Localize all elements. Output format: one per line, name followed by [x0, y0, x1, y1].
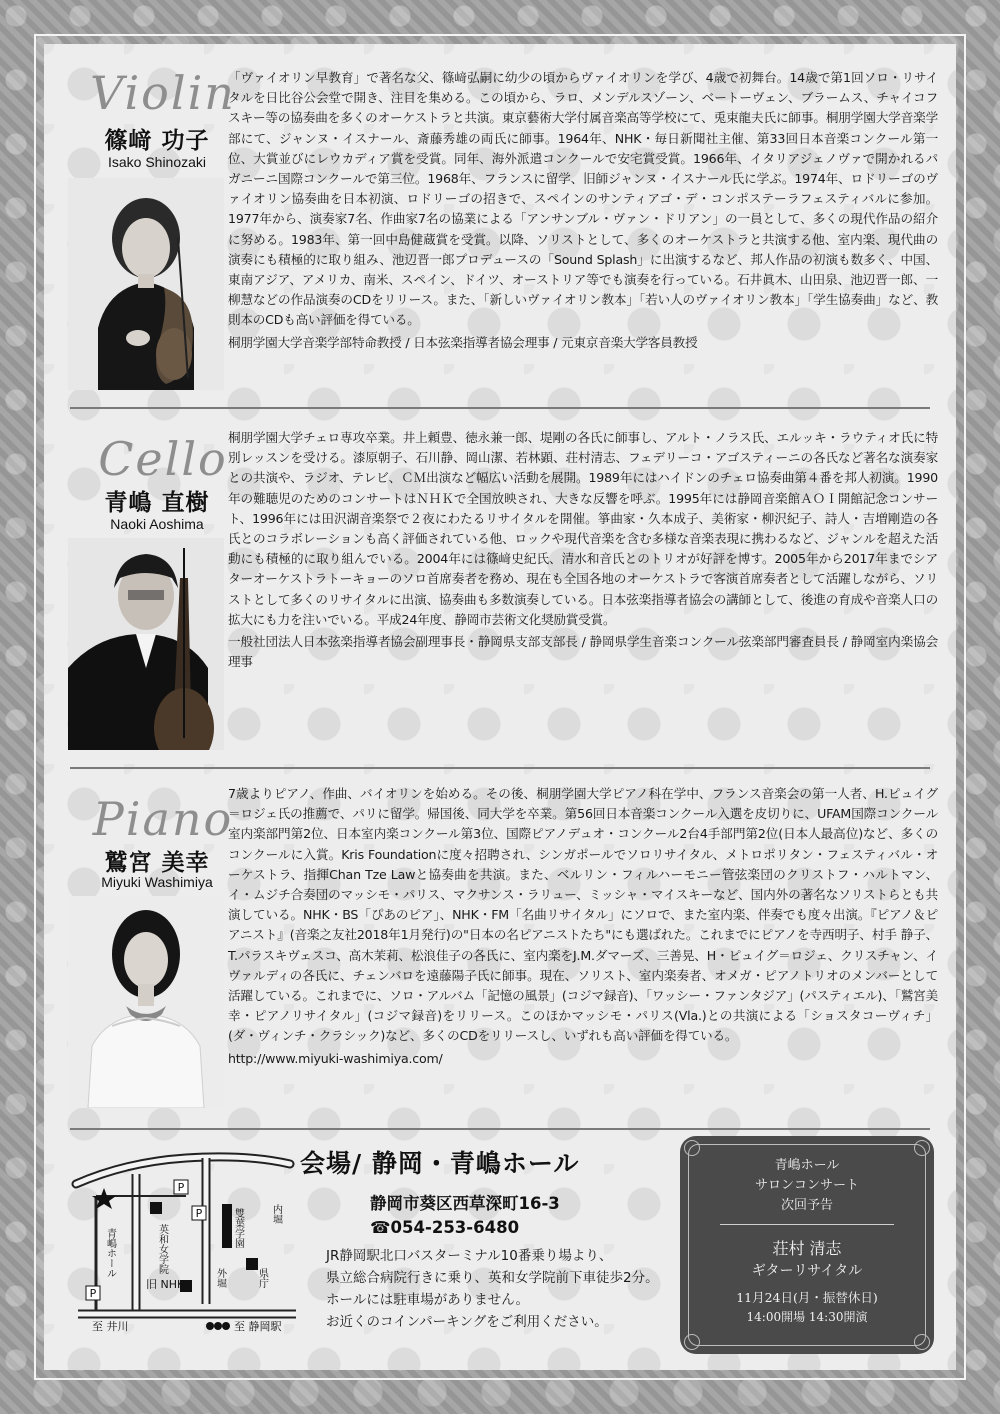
venue-address: 静岡市葵区西草深町16-3 — [370, 1194, 560, 1213]
piano-name-en: Miyuki Washimiya — [101, 874, 213, 890]
map-ikawa-label: 至 井川 — [92, 1320, 129, 1333]
map-old-nhk-label: 旧 NHK — [146, 1278, 185, 1291]
cello-bio-text: 桐朋学園大学チェロ専攻卒業。井上頼豊、徳永兼一郎、堤剛の各氏に師事し、アルト・ノラス氏、エルッキ・ラウティオ氏に特別レッスンを受ける。漆原朝子、石川静、岡山潔、若林顕、荘村清志、フェデリーコ・アゴスティーニの各氏など著名な演奏家との共演や、ラジオ、テレビ、ＣＭ出演など幅広い活動を展開。1989年にはハイドンのチェロ協奏曲第４番を邦人初演。1990年の難聴児のためのコンサートはＮＨＫで全国放映され、大きな反響を呼ぶ。1995年には静岡音楽館ＡＯＩ開館記念コンサート、1996年には田沢湖音楽祭で２夜にわたるリサイタルを開催。箏曲家・久本成子、美術家・柳沢紀子、詩人・吉増剛造の各氏とのコラボレーションも高く評価されている他、ロックや現代音楽を含む多様な音楽表現に携わるなど、ジャンルを超えた活動にも積極的に取り組んでいる。2004年には篠﨑史紀氏、清水和音氏とのトリオが好評を博す。2005年から2017年までシアターオーケストラトーキョーのソロ首席奏者を務め、現在も全国各地のオーケストラで客演首席奏者として活躍しながら、ソリストとして多くのリサイタルに出演、協奏曲も多数演奏している。日本弦楽指導者協会の講師として、後進の育成や音楽人口の拡大にも力を注いでいる。平成24年度、静岡市芸術文化奨励賞受賞。 — [228, 430, 938, 627]
piano-biography — [228, 784, 938, 1069]
violin-section — [44, 44, 956, 404]
piano-url-link[interactable]: http://www.miyuki-washimiya.com/ — [228, 1050, 443, 1066]
map-station-label: 至 静岡駅 — [234, 1320, 282, 1333]
cello-name-en: Naoki Aoshima — [110, 516, 204, 532]
venue-access-directions — [326, 1245, 680, 1333]
parking-icon — [174, 1180, 188, 1194]
ornament-icon — [914, 1140, 930, 1156]
ornament-icon — [914, 1334, 930, 1350]
cello-name-jp: 青嶋 直樹 — [104, 490, 210, 516]
parking-icon — [192, 1206, 206, 1220]
access-map — [66, 1144, 306, 1344]
access-line: 県立総合病院行きに乗り、英和女学院前下車徒歩2分。 — [326, 1270, 659, 1286]
train-icon — [206, 1322, 230, 1330]
piano-section — [44, 770, 956, 1124]
map-uchibori-label: 内堀 — [270, 1204, 282, 1224]
svg-text:P: P — [195, 1207, 203, 1220]
section-divider — [70, 767, 930, 769]
next-concert-notice — [680, 1136, 934, 1354]
ornament-icon — [684, 1334, 700, 1350]
map-school-label: 英和女学院 — [156, 1224, 168, 1274]
violin-instrument-title: Violin — [90, 66, 236, 120]
section-divider — [70, 407, 930, 409]
notice-recital-title: ギターリサイタル — [751, 1263, 863, 1279]
svg-text:P: P — [177, 1181, 185, 1194]
venue-phone: ☎054-253-6480 — [370, 1218, 520, 1237]
violin-affiliation: 桐朋学園大学音楽学部特命教授 / 日本弦楽指導者協会理事 / 元東京音楽大学客員教授 — [228, 334, 698, 350]
cello-instrument-title: Cello — [98, 432, 228, 486]
piano-instrument-title: Piano — [92, 792, 234, 846]
access-line: お近くのコインパーキングをご利用ください。 — [326, 1314, 608, 1330]
cello-affiliation: 一般社団法人日本弦楽指導者協会副理事長・静岡県支部支部長 / 静岡県学生音楽コンクール弦楽部門審査員長 / 静岡室内楽協会理事 — [228, 634, 938, 670]
map-hall-label: 青嶋ホール — [104, 1228, 116, 1278]
violin-name-en: Isako Shinozaki — [107, 154, 207, 170]
map-sotobori-label: 外堀 — [214, 1268, 226, 1288]
piano-bio-text: 7歳よりピアノ、作曲、バイオリンを始める。その後、桐朋学園大学ピアノ科在学中、フランス音楽会の第一人者、H.ピュイグ＝ロジェ氏の推薦で、パリに留学。帰国後、同大学を卒業。第56回日本音楽コンクール入選を皮切りに、UFAM国際コンクール室内楽部門第2位、日本室内楽コンクール第3位、国際ピアノデュオ・コンクール2台4手部門第2位(日本人最高位)など、多くのコンクールに入賞。Kris Foundationに度々招聘され、シンガポールでソロリサイタル、メトロポリタン・フェスティバル・オーケストラ、指揮Chan Tze Lawと協奏曲を共演。また、ベルリン・フィルハーモニー管弦楽団のクリストフ・ハルトマン、イ・ムジチ合奏団のマッシモ・パリス、マクサンス・ラリュー、ミッシャ・マイスキーなど、国内外の著名なソリストらとも共演している。NHK・BS「ぴあのピア」、NHK・FM「名曲リサイタル」にソロで、また室内楽、伴奏でも度々出演。『ピアノ＆ピアニスト』(音楽之友社2018年1月発行)の"日本の名ピアニストたち"にも選ばれた。これまでにピアノを寺西明子、村手 静子、T.パラスキヴェスコ、高木茉莉、松浪佳子の各氏に、室内楽をJ.M.ダマーズ、三善晃、H・ピュイグ＝ロジェ、クリスチャン、イヴァルディの各氏に、チェンバロを遠藤陽子氏に師事。現在、ソリスト、室内楽奏者、オメガ・ピアノトリオのメンバーとして活躍している。これまでに、ソロ・アルバム「記憶の風景」(コジマ録音)、「ワッシー・ファンタジア」(パスティエル)、「鷲宮美幸・ピアノリサイタル」(コジマ録音)をリリース。このほかマッシモ・パリス(Vla.)との共演による「ショスタコーヴィチ」(ダ・ヴィンチ・クラシック)など、多くのCDをリリースし、いずれも高い評価を得ている。 — [228, 786, 938, 1044]
content-panel — [44, 44, 956, 1370]
parking-icon — [86, 1286, 100, 1300]
notice-line-hall: 青嶋ホール — [774, 1158, 840, 1173]
violin-name-jp: 篠﨑 功子 — [104, 128, 210, 154]
notice-heading — [680, 1156, 934, 1216]
svg-text:P: P — [89, 1287, 97, 1300]
access-line: ホールには駐車場がありません。 — [326, 1292, 530, 1308]
notice-date: 11月24日(月・振替休日) — [736, 1290, 878, 1305]
notice-time: 14:00開場 14:30開演 — [746, 1310, 868, 1324]
notice-line-preview: 次回予告 — [780, 1198, 833, 1213]
ornament-icon — [684, 1140, 700, 1156]
notice-performer-name: 荘村 清志 — [772, 1239, 842, 1258]
cello-section — [44, 410, 956, 764]
violin-biography — [228, 68, 938, 353]
access-line: JR静岡駅北口バスターミナル10番乗り場より、 — [326, 1248, 613, 1264]
violin-portrait-photo — [68, 178, 224, 390]
map-pref-label: 県庁 — [256, 1268, 268, 1288]
cello-portrait-photo — [68, 538, 224, 750]
notice-line-salon: サロンコンサート — [754, 1178, 859, 1193]
cello-biography — [228, 428, 938, 672]
venue-title: 会場/ 静岡・青嶋ホール — [300, 1149, 580, 1178]
venue-info — [300, 1144, 680, 1333]
notice-rule — [720, 1224, 894, 1225]
piano-name-jp: 鷲宮 美幸 — [104, 850, 210, 876]
map-futaba-label: 雙葉学園 — [232, 1208, 244, 1248]
violin-bio-text: 「ヴァイオリン早教育」で著名な父、篠﨑弘嗣に幼少の頃からヴァイオリンを学び、4歳で初舞台。14歳で第1回ソロ・リサイタルを日比谷公会堂で開き、注目を集める。この頃から、ラロ、メンデルスゾーン、ベートーヴェン、ブラームス、チャイコフスキー等の協奏曲を多くのオーケストラと共演。東京藝術大学付属音楽高等学校にて、兎束龍夫氏に師事。桐朋学園大学音楽学部にて、ジャンヌ・イスナール、斎藤秀雄の両氏に師事。1964年、NHK・毎日新聞社主催、第33回日本音楽コンクール第一位、大賞並びにレウカディア賞を受賞。同年、海外派遣コンクールで安宅賞受賞。1966年、イタリアジェノヴァで開かれるパガニーニ国際コンクールで第三位。1968年、フランスに留学、旧師ジャンヌ・イスナール氏に学ぶ。1974年、ロドリーゴのヴァイオリン協奏曲を日本初演、ロドリーゴの招きで、スペインのサンティアゴ・デ・コンポステーラフェスティバルに参加。1977年から、演奏家7名、作曲家7名の協業による「アンサンブル・ヴァン・ドリアン」の一員として、多くの現代作品の紹介に努める。1983年、第一回中島健蔵賞を受賞。以降、ソリストとして、多くのオーケストラと共演する他、室内楽、現代曲の演奏にも積極的に取り組み、池辺晋一郎プロデュースの「Sound Splash」に出演するなど、邦人作品の初演も数多く、中国、東南アジア、アメリカ、南米、スペイン、ドイツ、オーストリア等でも演奏を行っている。石井眞木、山田泉、池辺晋一郎、一柳慧などの作品演奏のCDをリリース。また、「新しいヴァイオリン教本」「若い人のヴァイオリン教本」「学生協奏曲」など、教則本のCDも高い評価を得ている。 — [228, 70, 938, 328]
section-divider — [70, 1128, 930, 1130]
piano-portrait-photo — [68, 896, 224, 1108]
